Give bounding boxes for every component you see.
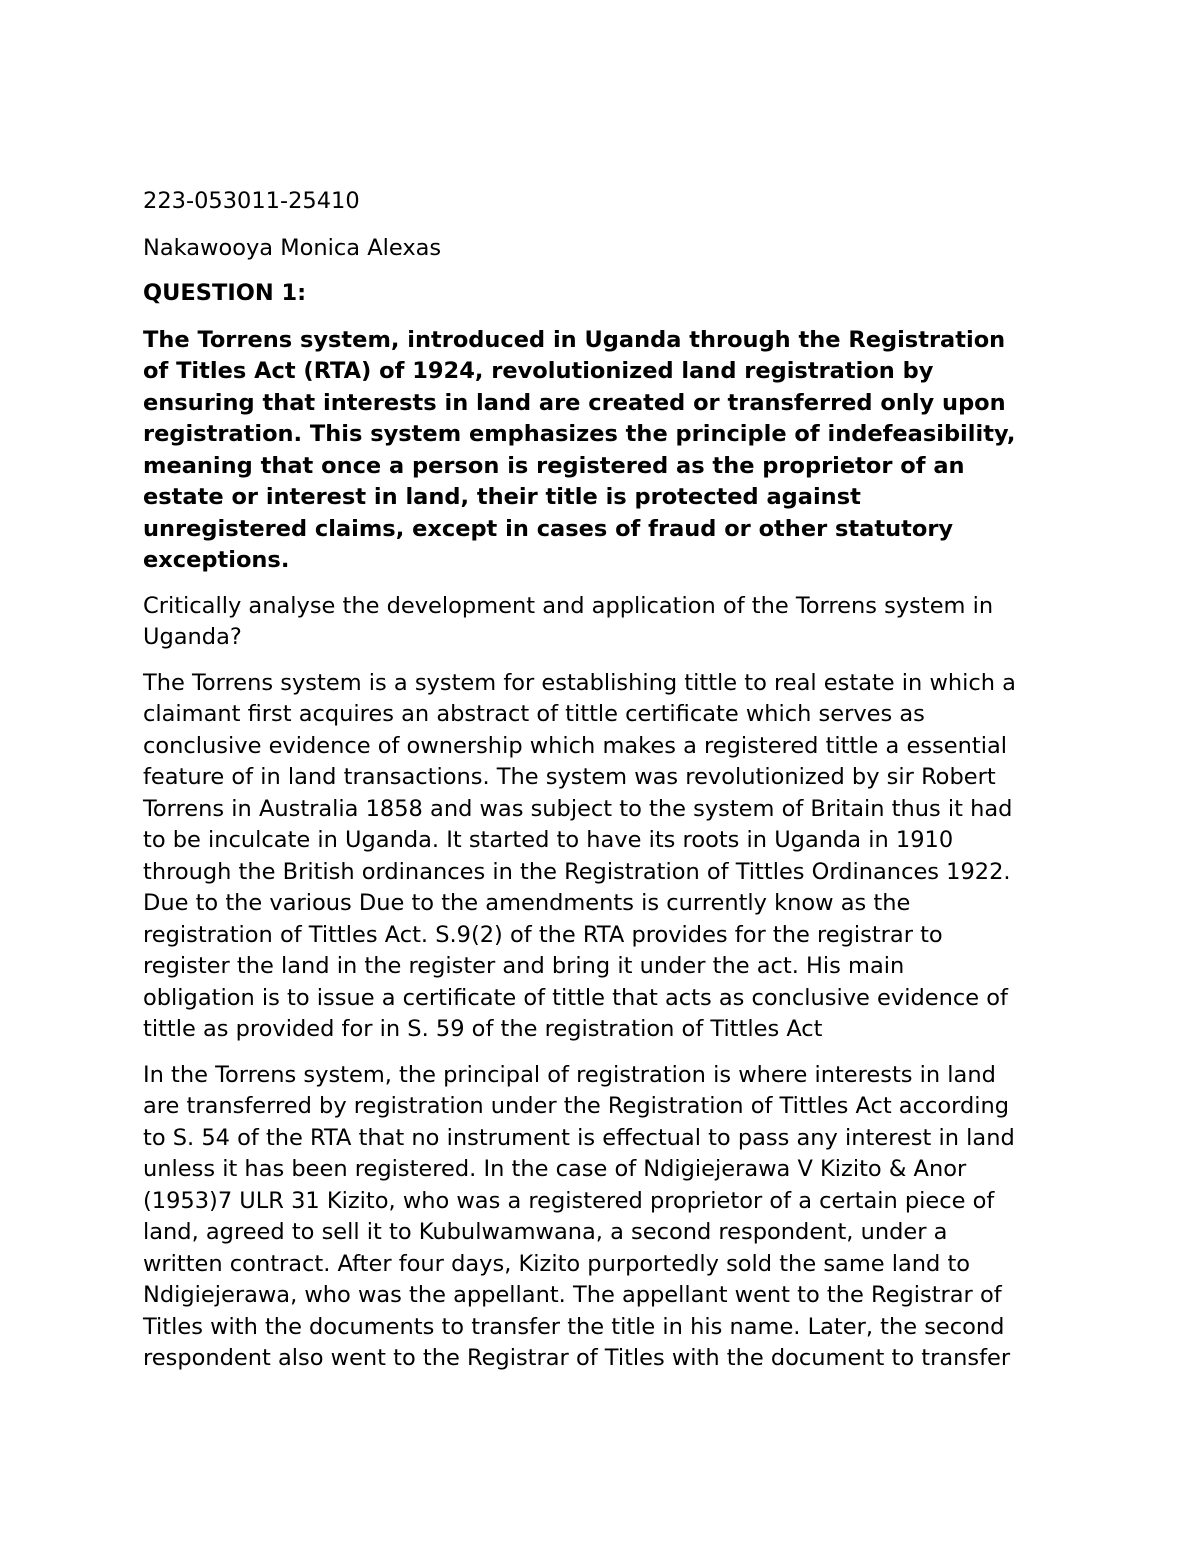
prompt-line: Critically analyse the development and application of the Torrens system in bbox=[143, 592, 994, 619]
document-body bbox=[143, 186, 1068, 1375]
question-statement bbox=[143, 325, 1068, 577]
student-name: Nakawooya Monica Alexas bbox=[143, 234, 442, 261]
paragraph-line: written contract. After four days, Kizito purportedly sold the same land to bbox=[143, 1250, 971, 1277]
paragraph-line: tittle as provided for in S. 59 of the registration of Tittles Act bbox=[143, 1016, 823, 1042]
paragraph-line: to be inculcate in Uganda. It started to have its roots in Uganda in 1910 bbox=[143, 827, 954, 853]
question-statement-line: of Titles Act (RTA) of 1924, revolutionized land registration by bbox=[143, 358, 934, 384]
paragraph-line: (1953)7 ULR 31 Kizito, who was a registered proprietor of a certain piece of bbox=[143, 1187, 995, 1214]
question-statement-line: unregistered claims, except in cases of fraud or other statutory bbox=[143, 515, 954, 542]
paragraph-line: Torrens in Australia 1858 and was subject to the system of Britain thus it had bbox=[143, 795, 1013, 822]
paragraph-line: through the British ordinances in the Registration of Tittles Ordinances 1922. bbox=[143, 858, 1011, 885]
paragraph-line: conclusive evidence of ownership which makes a registered tittle a essential bbox=[143, 732, 1007, 759]
paragraph-line: obligation is to issue a certificate of tittle that acts as conclusive evidence of bbox=[143, 984, 1008, 1011]
question-statement-line: ensuring that interests in land are created or transferred only upon bbox=[143, 389, 1006, 416]
paragraph-line: unless it has been registered. In the case of Ndigiejerawa V Kizito & Anor bbox=[143, 1156, 967, 1182]
paragraph-line: Due to the various Due to the amendments is currently know as the bbox=[143, 890, 911, 916]
paragraph-line: The Torrens system is a system for establishing tittle to real estate in which a bbox=[143, 669, 1016, 696]
paragraph-line: claimant first acquires an abstract of tittle certificate which serves as bbox=[143, 701, 925, 727]
question-statement-line: registration. This system emphasizes the principle of indefeasibility, bbox=[143, 421, 1016, 447]
question-statement-line: estate or interest in land, their title is protected against bbox=[143, 484, 861, 510]
paragraph-line: register the land in the register and bring it under the act. His main bbox=[143, 953, 905, 979]
question-statement-line: meaning that once a person is registered as the proprietor of an bbox=[143, 452, 965, 479]
paragraph-line: feature of in land transactions. The system was revolutionized by sir Robert bbox=[143, 764, 996, 790]
paragraph-line: Ndigiejerawa, who was the appellant. The appellant went to the Registrar of bbox=[143, 1282, 1002, 1308]
answer-paragraph-1 bbox=[143, 668, 1068, 1046]
paragraph-line: registration of Tittles Act. S.9(2) of the RTA provides for the registrar to bbox=[143, 921, 943, 948]
paragraph-line: to S. 54 of the RTA that no instrument is effectual to pass any interest in land bbox=[143, 1124, 1015, 1151]
question-statement-line: exceptions. bbox=[143, 547, 290, 573]
paragraph-line: are transferred by registration under the Registration of Tittles Act according bbox=[143, 1093, 1010, 1119]
paragraph-line: Titles with the documents to transfer the title in his name. Later, the second bbox=[143, 1313, 1005, 1340]
question-statement-line: The Torrens system, introduced in Uganda through the Registration bbox=[143, 326, 1006, 353]
prompt-line: Uganda? bbox=[143, 624, 242, 650]
question-prompt bbox=[143, 591, 1068, 654]
paragraph-line: land, agreed to sell it to Kubulwamwana, a second respondent, under a bbox=[143, 1219, 948, 1245]
student-id: 223-053011-25410 bbox=[143, 188, 360, 214]
paragraph-line: respondent also went to the Registrar of Titles with the document to transfer bbox=[143, 1345, 1011, 1371]
answer-paragraph-2 bbox=[143, 1060, 1068, 1375]
paragraph-line: In the Torrens system, the principal of registration is where interests in land bbox=[143, 1061, 996, 1088]
question-label: QUESTION 1: bbox=[143, 280, 307, 306]
